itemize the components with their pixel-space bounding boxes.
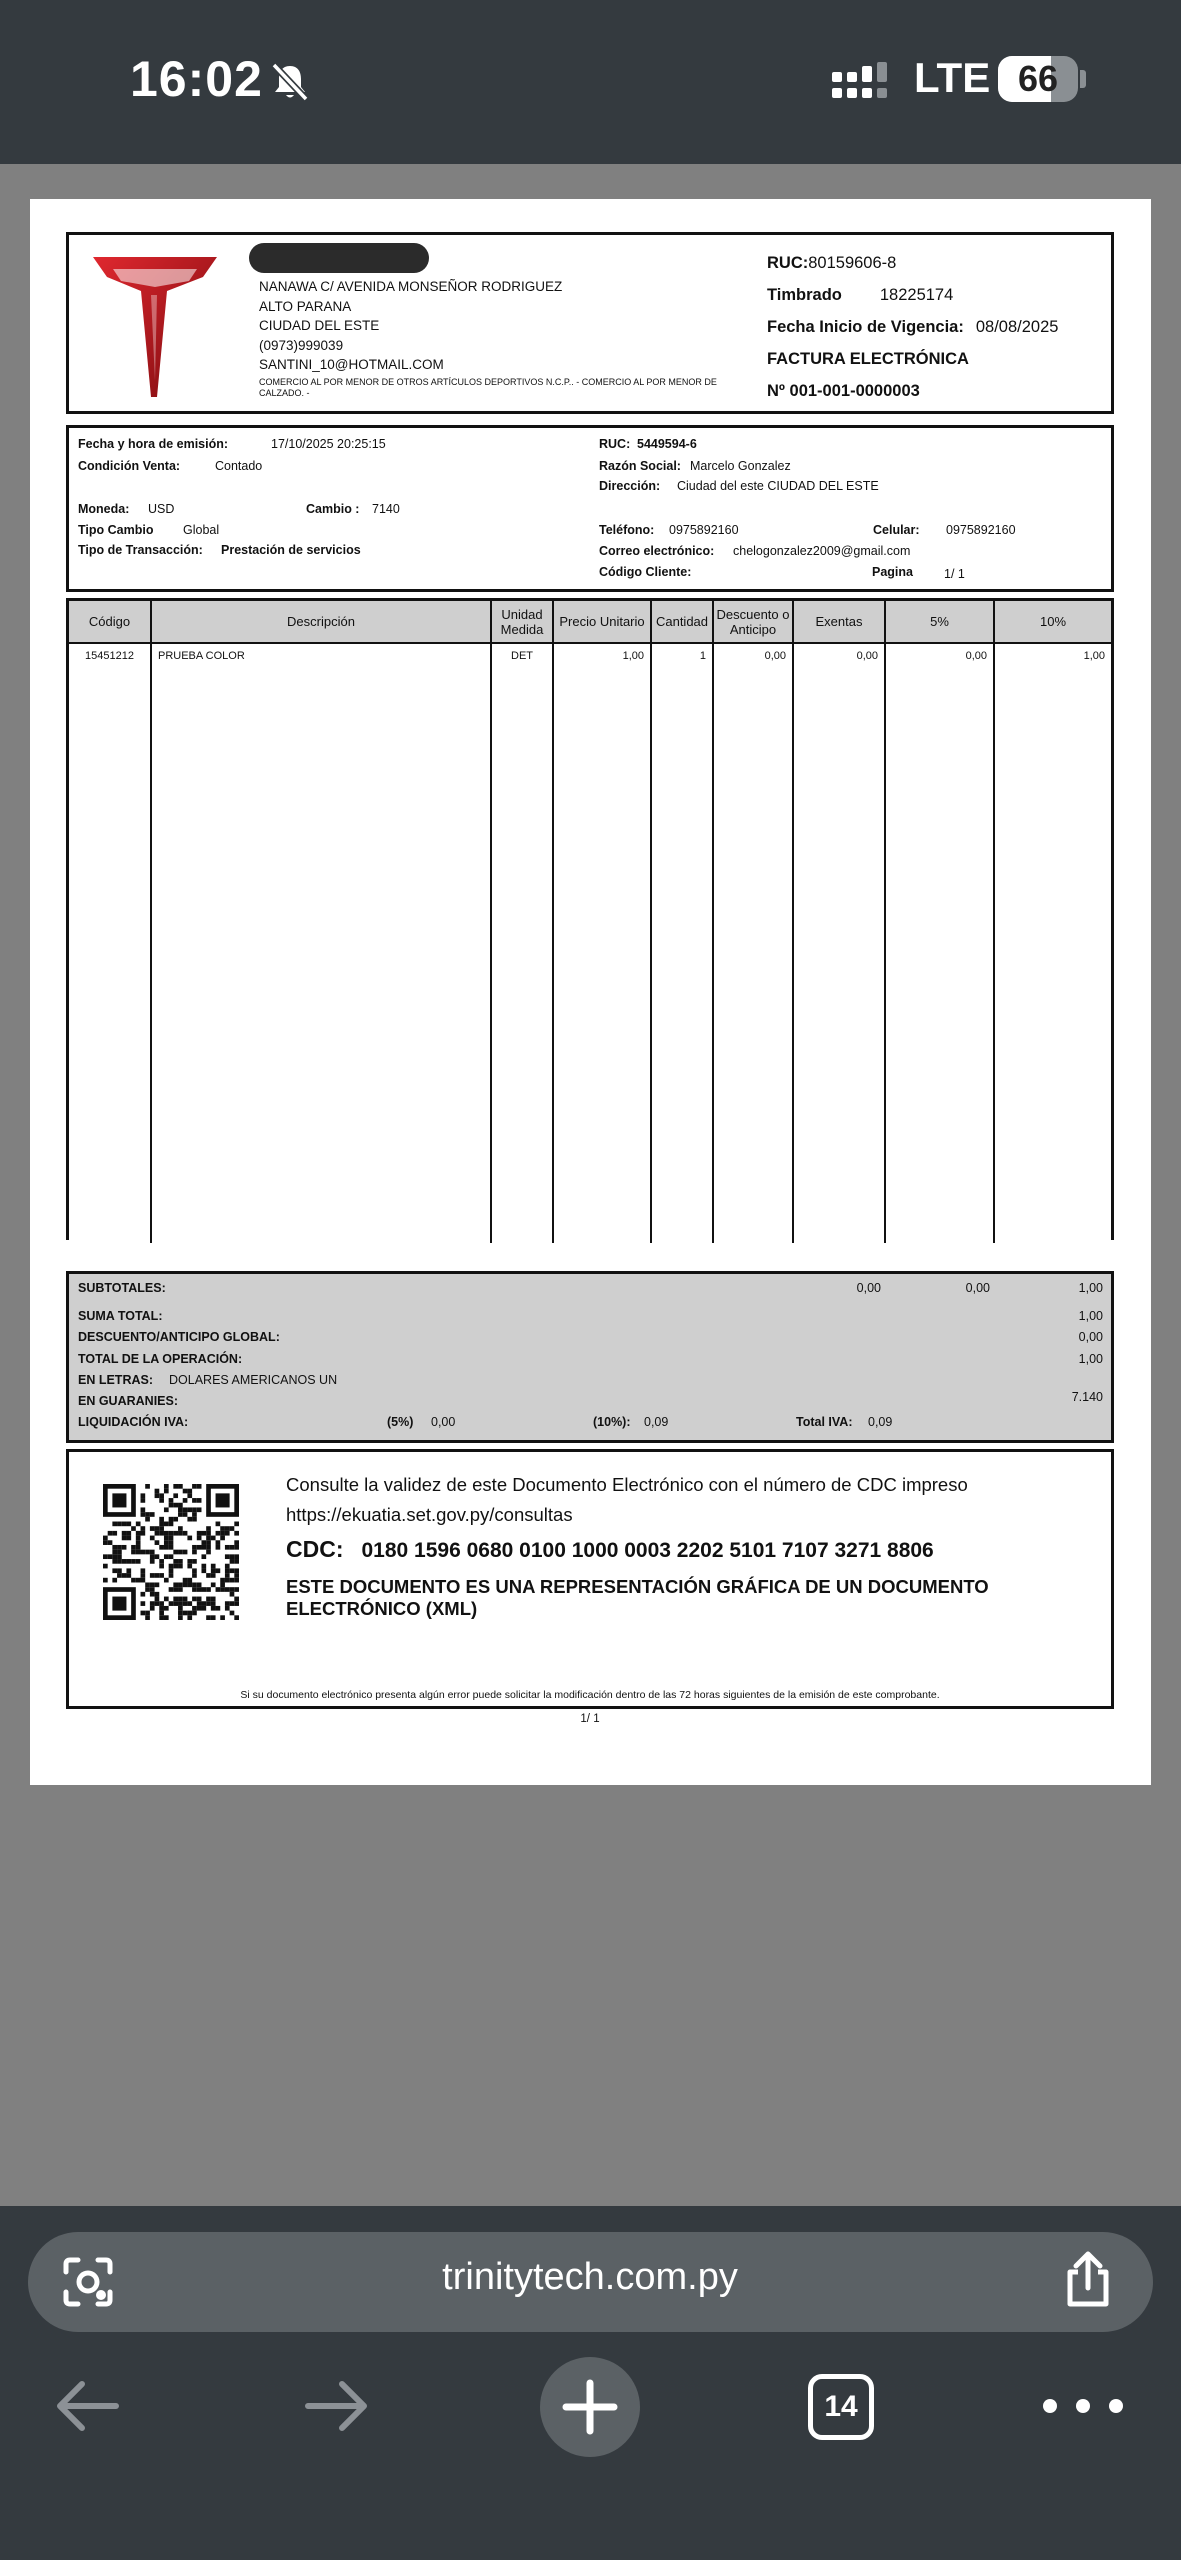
col-unidad: Unidad Medida (491, 601, 553, 643)
iva10-value: 0,09 (644, 1415, 669, 1429)
network-type: LTE (914, 54, 991, 101)
cliente-ruc-value: 5449594-6 (637, 437, 697, 451)
suma-label: SUMA TOTAL: (78, 1309, 163, 1323)
total-iva-label: Total IVA: (796, 1415, 853, 1429)
col-10: 10% (994, 601, 1111, 643)
correo-label: Correo electrónico: (599, 544, 715, 558)
page-number: 1/ 1 (580, 1713, 600, 1725)
vigencia-label: Fecha Inicio de Vigencia: (767, 318, 964, 336)
condicion-value: Contado (215, 459, 263, 473)
tab-switcher-button[interactable]: 14 (808, 2374, 874, 2440)
emisor-email: SANTINI_10@HOTMAIL.COM (259, 357, 444, 372)
emisor-activity: COMERCIO AL POR MENOR DE OTROS ARTÍCULOS DEPORTIVOS N.C.P.. - COMERCIO AL POR MENOR DE CALZADO. - (259, 376, 717, 398)
battery-icon (998, 56, 1078, 102)
doc-type: FACTURA ELECTRÓNICA (767, 350, 969, 368)
telefono-value: 0975892160 (669, 523, 739, 537)
tipo-cambio-value: Global (183, 523, 220, 537)
cell-precio: 1,00 (553, 643, 651, 1243)
totals-section (66, 1271, 1114, 1443)
cdc-value: 0180 1596 0680 0100 1000 0003 2202 5101 7107 3271 8806 (361, 1539, 934, 1562)
guaranies-label: EN GUARANIES: (78, 1394, 179, 1408)
new-tab-button[interactable] (540, 2357, 640, 2457)
total-op-label: TOTAL DE LA OPERACIÓN: (78, 1352, 243, 1366)
iva5-value: 0,00 (431, 1415, 456, 1429)
celular-value: 0975892160 (946, 523, 1016, 537)
total-op-value: 1,00 (1078, 1352, 1103, 1366)
pagina-value: 1/ 1 (944, 567, 965, 581)
bell-muted-icon (268, 60, 312, 104)
emisor-department: ALTO PARANA (259, 298, 352, 314)
cell-unidad: DET (491, 643, 553, 1243)
sub-5: 0,00 (965, 1281, 990, 1295)
invoice-header (66, 232, 1114, 414)
footer-note: Si su documento electrónico presenta algún error puede solicitar la modificación dentro de las 72 horas siguientes de la emisión de este comprobante. (240, 1689, 940, 1701)
qr-code-icon[interactable] (103, 1484, 239, 1620)
cambio-label: Cambio : (306, 502, 360, 516)
status-bar (0, 0, 1181, 164)
iva10-label: (10%): (593, 1415, 631, 1429)
letras-label: EN LETRAS: (78, 1373, 153, 1387)
redacted-company-name (249, 243, 429, 273)
telefono-label: Teléfono: (599, 523, 655, 537)
consult-url[interactable]: https://ekuatia.set.gov.py/consultas (286, 1504, 573, 1525)
cliente-ruc-label: RUC: (599, 437, 631, 451)
fecha-label: Fecha y hora de emisión: (78, 437, 229, 451)
emisor-phone: (0973)999039 (259, 337, 344, 353)
col-exentas: Exentas (793, 601, 885, 643)
sub-10: 1,00 (1078, 1281, 1103, 1295)
status-time: 16:02 (130, 51, 263, 107)
letras-value: DOLARES AMERICANOS UN (169, 1373, 338, 1387)
subtotales-label: SUBTOTALES: (78, 1281, 166, 1295)
representation-text: ESTE DOCUMENTO ES UNA REPRESENTACIÓN GRÁFICA DE UN DOCUMENTO ELECTRÓNICO (XML) (286, 1576, 989, 1619)
emisor-info (259, 277, 759, 399)
iva5-label: (5%) (387, 1415, 414, 1429)
ruc-label: RUC: (767, 254, 809, 272)
col-cantidad: Cantidad (651, 601, 713, 643)
descuento-value: 0,00 (1078, 1330, 1103, 1344)
cell-cantidad: 1 (651, 643, 713, 1243)
share-icon[interactable] (1060, 2250, 1116, 2310)
descuento-label: DESCUENTO/ANTICIPO GLOBAL: (78, 1330, 280, 1344)
more-icon[interactable] (1038, 2388, 1128, 2424)
fecha-value: 17/10/2025 20:25:15 (271, 437, 386, 451)
plus-icon (540, 2357, 640, 2457)
suma-value: 1,00 (1078, 1309, 1103, 1323)
battery-level: 66 (1017, 58, 1059, 99)
timbrado-value: 18225174 (879, 286, 954, 304)
lens-search-icon[interactable] (60, 2254, 116, 2310)
emisor-city: CIUDAD DEL ESTE (259, 318, 380, 333)
cell-codigo: 15451212 (69, 643, 151, 1243)
cell-descuento: 0,00 (713, 643, 793, 1243)
liq-label: LIQUIDACIÓN IVA: (78, 1415, 189, 1429)
col-descripcion: Descripción (151, 601, 491, 643)
timbrado-label: Timbrado (767, 286, 842, 304)
guaranies-value: 7.140 (1071, 1390, 1103, 1404)
battery-nub (1080, 70, 1086, 88)
direccion-label: Dirección: (599, 479, 661, 493)
tipo-cambio-label: Tipo Cambio (78, 523, 154, 537)
cell-5: 0,00 (885, 643, 994, 1243)
cdc-label: CDC: (286, 1536, 344, 1562)
tipo-trans-value: Prestación de servicios (221, 543, 361, 557)
moneda-label: Moneda: (78, 502, 130, 516)
condicion-label: Condición Venta: (78, 459, 181, 473)
correo-value: chelogonzalez2009@gmail.com (733, 544, 911, 558)
razon-value: Marcelo Gonzalez (690, 459, 791, 473)
cell-descripcion: PRUEBA COLOR (151, 643, 491, 1243)
tipo-trans-label: Tipo de Transacción: (78, 543, 203, 557)
moneda-value: USD (148, 502, 175, 516)
validation-text (286, 1470, 1086, 1620)
url-text[interactable]: trinitytech.com.py (442, 2256, 738, 2298)
cell-10: 1,00 (994, 643, 1111, 1243)
total-iva-value: 0,09 (868, 1415, 893, 1429)
company-logo-icon (91, 251, 219, 401)
pagina-label: Pagina (872, 565, 913, 579)
invoice-number: Nº 001-001-0000003 (767, 382, 920, 400)
col-precio: Precio Unitario (553, 601, 651, 643)
ruc-value: 80159606-8 (808, 254, 897, 272)
table-row (69, 643, 1111, 1243)
col-descuento: Descuento o Anticipo (713, 601, 793, 643)
consult-text: Consulte la validez de este Documento Electrónico con el número de CDC impreso (286, 1474, 968, 1495)
signal-icon (832, 62, 892, 102)
direccion-value: Ciudad del este CIUDAD DEL ESTE (677, 479, 879, 493)
items-table (66, 598, 1114, 1240)
col-5: 5% (885, 601, 994, 643)
cdc-line (286, 1534, 1086, 1566)
timbrado-info (767, 247, 1107, 407)
celular-label: Celular: (873, 523, 920, 537)
cambio-value: 7140 (372, 502, 400, 516)
back-icon[interactable] (52, 2376, 122, 2436)
client-info (66, 425, 1114, 592)
codigo-cliente-label: Código Cliente: (599, 565, 692, 579)
forward-icon[interactable] (302, 2376, 372, 2436)
razon-label: Razón Social: (599, 459, 681, 473)
invoice-footer (66, 1449, 1114, 1709)
emisor-address: NANAWA C/ AVENIDA MONSEÑOR RODRIGUEZ (259, 279, 563, 294)
vigencia-value: 08/08/2025 (975, 318, 1059, 336)
col-codigo: Código (69, 601, 151, 643)
cell-exentas: 0,00 (793, 643, 885, 1243)
sub-exentas: 0,00 (856, 1281, 881, 1295)
